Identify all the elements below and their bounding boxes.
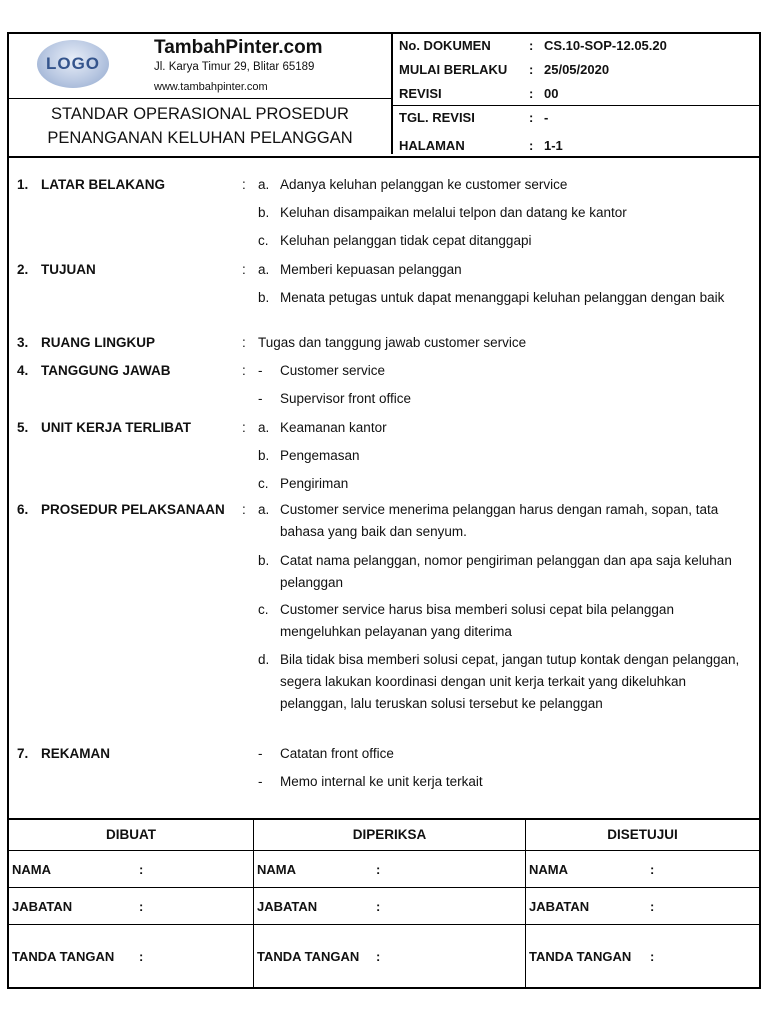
sop-title-line-1: STANDAR OPERASIONAL PROSEDUR	[51, 105, 349, 123]
signature-field-nama[interactable]: NAMA :	[9, 851, 253, 888]
section-title-unit-kerja: UNIT KERJA TERLIBAT	[41, 420, 191, 435]
section-number: 1.	[17, 177, 29, 192]
section-title-rekaman: REKAMAN	[41, 746, 110, 761]
list-item: Keluhan disampaikan melalui telpon dan datang ke kantor	[280, 205, 627, 220]
list-item: Customer service harus bisa memberi solusi cepat bila pelanggan mengeluhkan pelayanan yang diterima	[280, 602, 674, 639]
logo-text: LOGO	[45, 54, 101, 73]
list-item: Memberi kepuasan pelanggan	[280, 262, 462, 277]
section-number: 5.	[17, 420, 29, 435]
list-item: Menata petugas untuk dapat menanggapi keluhan pelanggan dengan baik	[280, 290, 725, 305]
section-title-ruang-lingkup: RUANG LINGKUP	[41, 335, 155, 350]
section-title-prosedur: PROSEDUR PELAKSANAAN	[41, 502, 225, 517]
list-item: Keluhan pelanggan tidak cepat ditanggapi	[280, 233, 532, 248]
list-item: Catatan front office	[280, 746, 394, 761]
company-address: Jl. Karya Timur 29, Blitar 65189	[154, 61, 315, 73]
header-left	[9, 34, 393, 154]
sop-document: LOGO TambahPinter.com Jl. Karya Timur 29, Blitar 65189 www.tambahpinter.com STANDAR OPERASIONAL PROSEDUR PENANGANAN KELUHAN PELANGGAN No. DOKUMEN : CS.10-SOP-12.05.20 MULAI BERLAKU : 25/05/2020 REVISI : 00 TGL. REVISI : - HALAMAN : 1-1 1. LATAR BELAKANG : a. Adanya keluhan pelanggan ke customer service b. Keluhan disampaikan melalui telpon dan datang ke kantor c. Keluhan pelanggan tidak cepat ditanggapi 2. TUJUAN : a. Memberi kepuasan pelanggan b. Menata petugas untuk dapat menanggapi keluhan pelanggan dengan baik 3. RUANG LINGKUP : Tugas dan tanggung jawab customer service 4. TANGGUNG JAWAB : - Customer service - Supervisor front office 5. UNIT KERJA TERLIBAT : a. Keamanan kantor b. Pengemasan c. Pengiriman 6. PROSEDUR PELAKSANAAN : a. Customer service menerima pelanggan harus dengan ramah, sopan, tata bahasa yang baik dan senyum. b. Catat nama pelanggan, nomor pengiriman pelanggan dan apa saja keluhan pelanggan c. Customer service harus bisa memberi solusi cepat bila pelanggan mengeluhkan pelayanan yang diterima d. Bila tidak bisa memberi solusi cepat, jangan tutup kontak dengan pelanggan, segera lakukan koordinasi dengan unit kerja terkait yang dikeluhkan pelanggan, lalu teruskan solusi tersebut ke pelanggan 7. REKAMAN - Catatan front office - Memo internal ke unit kerja terkait DIBUAT NAMA : JABATAN : TANDA TANGAN : DIPERIKSA NAMA : JABATAN : TANDA TANGAN : DISETUJUI NAMA : JABATAN : TANDA TANGAN :	[7, 32, 761, 989]
list-item: Pengemasan	[280, 448, 360, 463]
company-name: TambahPinter.com	[154, 37, 323, 58]
signature-field-tanda-tangan[interactable]: TANDA TANGAN :	[257, 949, 381, 964]
meta-row-effective-date: MULAI BERLAKU : 25/05/2020	[399, 62, 610, 77]
column-header: DIBUAT	[9, 820, 253, 851]
sop-title-line-2: PENANGANAN KELUHAN PELANGGAN	[47, 129, 353, 147]
document-meta	[399, 34, 759, 156]
signature-column-diperiksa	[254, 820, 526, 989]
list-item: Keamanan kantor	[280, 420, 387, 435]
list-item: Adanya keluhan pelanggan ke customer service	[280, 177, 568, 192]
list-item: Memo internal ke unit kerja terkait	[280, 774, 483, 789]
list-item: Supervisor front office	[280, 391, 412, 406]
document-header	[9, 34, 759, 158]
section-number: 7.	[17, 746, 29, 761]
section-number: 4.	[17, 363, 29, 378]
section-number: 3.	[17, 335, 29, 350]
signature-field-jabatan[interactable]: JABATAN :	[254, 888, 525, 925]
section-title-tanggung-jawab: TANGGUNG JAWAB	[41, 363, 171, 378]
signature-field-jabatan[interactable]: JABATAN :	[9, 888, 253, 925]
signature-field-tanda-tangan[interactable]: TANDA TANGAN :	[529, 949, 655, 964]
company-website: www.tambahpinter.com	[154, 81, 268, 93]
sop-title	[9, 102, 391, 150]
meta-row-revision: REVISI : 00	[399, 82, 759, 106]
signature-field-jabatan[interactable]: JABATAN :	[526, 888, 759, 925]
signature-field-nama[interactable]: NAMA :	[254, 851, 525, 888]
company-block	[9, 34, 391, 99]
list-item: Customer service menerima pelanggan harus dengan ramah, sopan, tata bahasa yang baik dan senyum.	[280, 502, 719, 539]
list-item: Customer service	[280, 363, 386, 378]
signature-column-dibuat	[9, 820, 254, 989]
section-title-tujuan: TUJUAN	[41, 262, 96, 277]
list-item: Catat nama pelanggan, nomor pengiriman pelanggan dan apa saja keluhan pelanggan	[280, 553, 732, 590]
meta-row-page: HALAMAN : 1-1	[399, 138, 563, 153]
list-item: Pengiriman	[280, 476, 349, 491]
section-number: 2.	[17, 262, 29, 277]
signature-field-tanda-tangan[interactable]: TANDA TANGAN :	[12, 949, 144, 964]
signature-field-nama[interactable]: NAMA :	[526, 851, 759, 888]
list-item: Tugas dan tanggung jawab customer service	[258, 335, 527, 350]
company-logo	[37, 40, 109, 88]
meta-row-revision-date: TGL. REVISI : -	[399, 110, 549, 125]
meta-row-doc-number: No. DOKUMEN : CS.10-SOP-12.05.20	[399, 38, 667, 53]
column-header: DIPERIKSA	[254, 820, 525, 851]
signature-column-disetujui	[526, 820, 759, 989]
section-title-latar-belakang: LATAR BELAKANG	[41, 177, 165, 192]
section-number: 6.	[17, 502, 29, 517]
list-item: Bila tidak bisa memberi solusi cepat, jangan tutup kontak dengan pelanggan, segera lakukan koordinasi dengan unit kerja terkait yang dikeluhkan pelanggan, lalu teruskan solusi tersebut ke pelanggan	[280, 652, 740, 711]
signature-table	[9, 818, 759, 989]
column-header: DISETUJUI	[526, 820, 759, 851]
